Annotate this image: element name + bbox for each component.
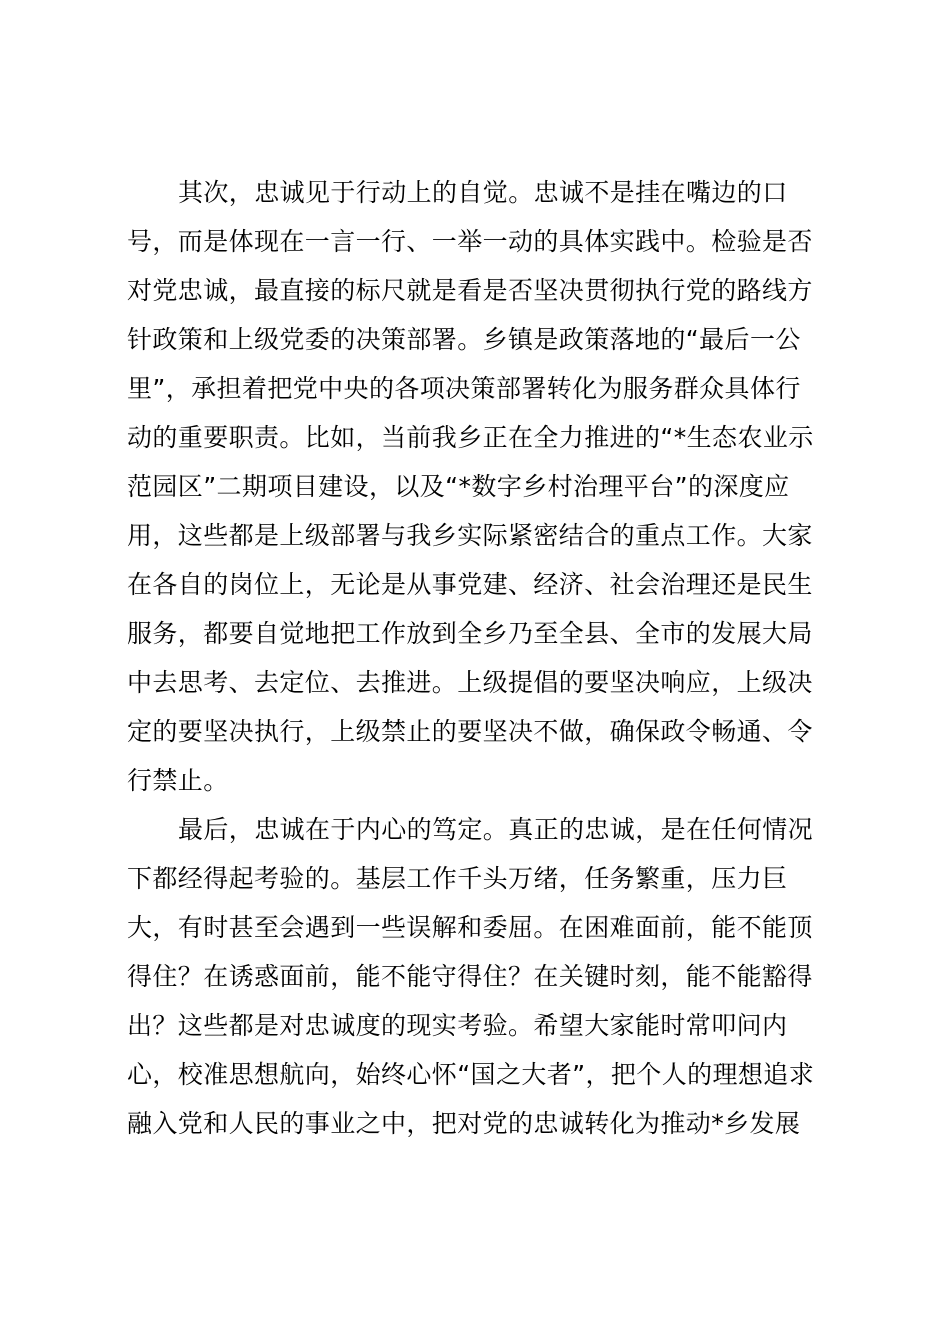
paragraph-line: 融入党和人民的事业之中，把对党的忠诚转化为推动*乡发展: [127, 1109, 801, 1138]
paragraph-line: 对党忠诚，最直接的标尺就是看是否坚决贯彻执行党的路线方: [127, 276, 813, 305]
paragraph-line: 定的要坚决执行，上级禁止的要坚决不做，确保政令畅通、令: [127, 717, 813, 746]
paragraph-line: 范园区”二期项目建设，以及“*数字乡村治理平台”的深度应: [127, 472, 790, 501]
paragraph-line: 用，这些都是上级部署与我乡实际紧密结合的重点工作。大家: [127, 521, 813, 550]
body-text: [127, 168, 827, 1148]
paragraph-line: 其次，忠诚见于行动上的自觉。忠诚不是挂在嘴边的口: [178, 178, 788, 207]
paragraph-line: 下都经得起考验的。基层工作千头万绪，任务繁重，压力巨: [127, 864, 788, 893]
paragraph-line: 心，校准思想航向，始终心怀“国之大者”，把个人的理想追求: [127, 1060, 815, 1089]
paragraph-line: 中去思考、去定位、去推进。上级提倡的要坚决响应，上级决: [127, 668, 813, 697]
paragraph-line: 行禁止。: [127, 766, 229, 795]
paragraph-line: 出？这些都是对忠诚度的现实考验。希望大家能时常叩问内: [127, 1011, 788, 1040]
paragraph-line: 大，有时甚至会遇到一些误解和委屈。在困难面前，能不能顶: [127, 913, 813, 942]
paragraph-line: 动的重要职责。比如，当前我乡正在全力推进的“*生态农业示: [127, 423, 814, 452]
paragraph-line: 在各自的岗位上，无论是从事党建、经济、社会治理还是民生: [127, 570, 813, 599]
paragraph-line: 最后，忠诚在于内心的笃定。真正的忠诚，是在任何情况: [178, 815, 814, 844]
paragraph-line: 服务，都要自觉地把工作放到全乡乃至全县、全市的发展大局: [127, 619, 813, 648]
paragraph-line: 得住？在诱惑面前，能不能守得住？在关键时刻，能不能豁得: [127, 962, 813, 991]
paragraph-line: 里”，承担着把党中央的各项决策部署转化为服务群众具体行: [127, 374, 801, 403]
paragraph-line: 针政策和上级党委的决策部署。乡镇是政策落地的“最后一公: [127, 325, 801, 354]
paragraph-line: 号，而是体现在一言一行、一举一动的具体实践中。检验是否: [127, 227, 813, 256]
